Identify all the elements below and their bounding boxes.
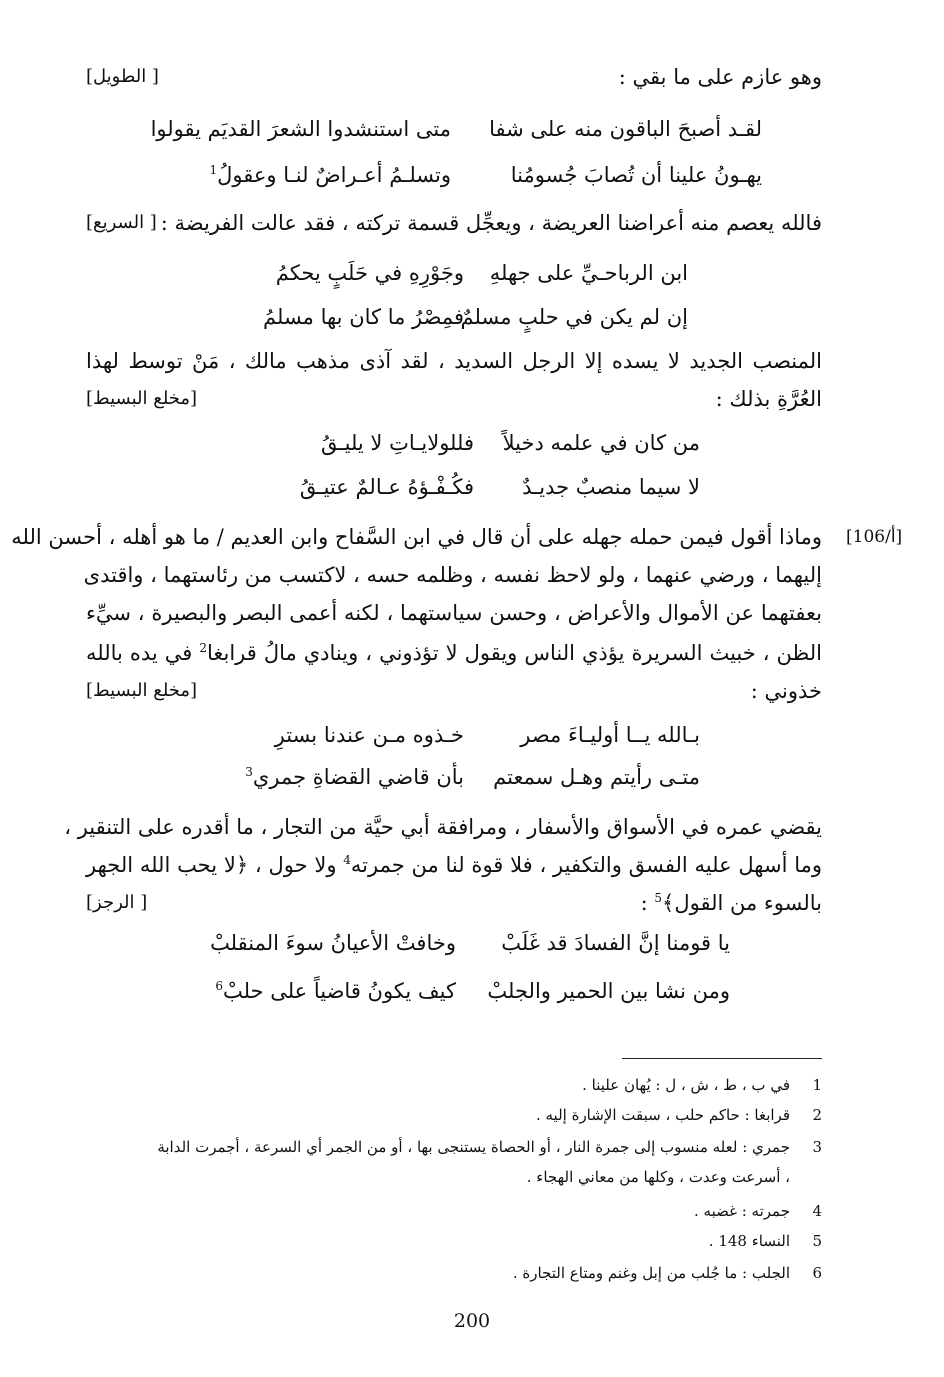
verse-hemistich-left: [215, 976, 456, 1006]
verse-hemistich-right: لقـد أصبحَ الباقون منه على شفا: [489, 117, 762, 141]
footnote-ref: 2: [199, 641, 207, 655]
text-line: بعفتهما عن الأموال والأعراض ، وحسن سياستهما ، لكنه أعمى البصر والبصيرة ، سيِّء: [86, 601, 822, 625]
text-line: [641, 888, 822, 918]
verse-hemistich-left: وخافتْ الأعيانُ سوءَ المنقلبْ: [210, 931, 456, 955]
text-line: إليهما ، ورضي عنهما ، ولو لاحظ نفسه ، وظلمه حسه ، لاكتسب من رئاستهما ، واقتدى: [83, 563, 822, 587]
footnote-text: جمري : لعله منسوب إلى جمرة النار ، أو الحصاة يستنجى بها ، أو من الجمر أي السرعة ، أجمرت الدابة: [157, 1138, 790, 1156]
text-line: [86, 850, 822, 880]
verse-hemistich-right: بـالله يــا أوليـاءَ مصر: [520, 723, 700, 747]
verse-hemistich-left: متى استنشدوا الشعرَ القديَم يقولوا: [150, 117, 451, 141]
footnote-text: الجلب : ما جُلب من إبل وغنم ومتاع التجارة .: [512, 1264, 790, 1282]
footnote-number: 3: [812, 1138, 822, 1156]
footnote-ref: 3: [245, 765, 253, 779]
verse-hemistich-left: وجَوْرِهِ في حَلَبٍ يحكمُ: [275, 261, 464, 285]
text-line: فالله يعصم منه أعراضنا العريضة ، ويعجِّل قسمة تركته ، فقد عالت الفريضة :: [160, 211, 822, 235]
footnote-text: النساء 148 .: [708, 1232, 790, 1250]
text-line: يقضي عمره في الأسواق والأسفار ، ومرافقة أبي حيَّة من التجار ، ما أقدره على التنقير ،: [64, 815, 822, 839]
text-line: [86, 638, 822, 668]
text-segment: :: [640, 891, 655, 915]
footnote-number: 2: [812, 1106, 822, 1124]
page-number: 200: [453, 1310, 491, 1332]
verse-hemistich-right: لا سيما منصبٌ جديـدٌ: [522, 475, 700, 499]
meter-label: [مخلع البسيط]: [86, 388, 198, 409]
text-segment: الظن ، خبيث السريرة يؤذي الناس ويقول لا تؤذوني ، وينادي مالُ قرابغا: [206, 641, 822, 665]
verse-text: وتسلـمُ أعـراضٌ لنـا وعقولُ: [217, 163, 451, 187]
verse-hemistich-right: ابن الرباحـيِّ على جهلهِ: [489, 261, 688, 285]
footnote: [86, 1228, 822, 1254]
meter-label: [ الرجز]: [86, 892, 148, 913]
verse-text: كيف يكونُ قاضياً على حلبْ: [222, 979, 456, 1003]
footnote-number: 1: [812, 1076, 822, 1094]
footnote-continuation: [86, 1164, 790, 1190]
footnote-number: 6: [812, 1264, 822, 1282]
footnote-number: 5: [812, 1232, 822, 1250]
footnote: [86, 1198, 822, 1224]
verse-text: بأن قاضي القضاةِ جمري: [252, 765, 464, 789]
footnote-text: ، أسرعت وعدت ، وكلها من معاني الهجاء .: [526, 1168, 790, 1186]
verse-hemistich-right: إن لم يكن في حلبٍ مسلمٌ: [460, 305, 688, 329]
meter-label: [مخلع البسيط]: [86, 680, 198, 701]
verse-hemistich-left: فكُـفْـؤهُ عـالمٌ عتيـقُ: [299, 475, 474, 499]
footnote-text: قرابغا : حاكم حلب ، سبقت الإشارة إليه .: [535, 1106, 790, 1124]
footnote-ref: 1: [209, 163, 218, 177]
verse-hemistich-left: فللولايـاتِ لا يليـقُ: [320, 431, 474, 455]
verse-hemistich-left: فمِصْرُ ما كان بها مسلمُ: [263, 305, 464, 329]
text-line: المنصب الجديد لا يسده إلا الرجل السديد ، لقد آذى مذهب مالك ، مَنْ توسط لهذا: [86, 349, 822, 373]
text-line: وهو عازم على ما بقي :: [618, 65, 822, 89]
text-segment: في يده بالله: [86, 641, 200, 665]
text-segment: وما أسهل عليه الفسق والتكفير ، فلا قوة لنا من جمرته: [350, 853, 822, 877]
footnote-number: 4: [812, 1202, 822, 1220]
verse-hemistich-right: متـى رأيتم وهـل سمعتم: [493, 765, 700, 789]
verse-hemistich-left: [210, 160, 451, 190]
footnote: [86, 1102, 822, 1128]
footnote: [86, 1134, 822, 1160]
text-line: وماذا أقول فيمن حمله جهله على أن قال في ابن السَّفاح وابن العديم / ما هو أهله ، أحسن الله: [11, 525, 822, 549]
footnote: [86, 1260, 822, 1286]
footnote-text: جمرته : غضبه .: [694, 1202, 790, 1220]
footnote-ref: 4: [343, 853, 351, 867]
verse-hemistich-right: ومن نشا بين الحمير والجلبْ: [487, 979, 730, 1003]
text-line: خذوني :: [750, 679, 822, 703]
footnote: [86, 1072, 822, 1098]
footnote-ref: 6: [215, 979, 223, 993]
footnote-text: في ب ، ط ، ش ، ل : يُهان علينا .: [582, 1076, 790, 1094]
verse-hemistich-right: يا قومنا إنَّ الفسادَ قد غَلَبْ: [501, 931, 730, 955]
verse-hemistich-right: يهـونُ علينا أن تُصابَ جُسومُنا: [510, 163, 762, 187]
text-line: العُرَّةِ بذلك :: [715, 387, 822, 411]
text-segment: بالسوء من القول﴾: [662, 891, 822, 915]
footnote-rule: [622, 1058, 822, 1059]
verse-hemistich-left: [245, 762, 464, 792]
verse-hemistich-left: خـذوه مـن عندنا بسترِ: [274, 723, 464, 747]
folio-marker: [106/أ]: [846, 527, 903, 547]
footnote-ref: 5: [654, 891, 663, 905]
verse-hemistich-right: من كان في علمه دخيلاً: [502, 431, 700, 455]
text-segment: ولا حول ، ﴿لا يحب الله الجهر: [86, 853, 344, 877]
meter-label: [ السريع]: [86, 212, 157, 233]
meter-label: [ الطويل]: [86, 66, 159, 87]
